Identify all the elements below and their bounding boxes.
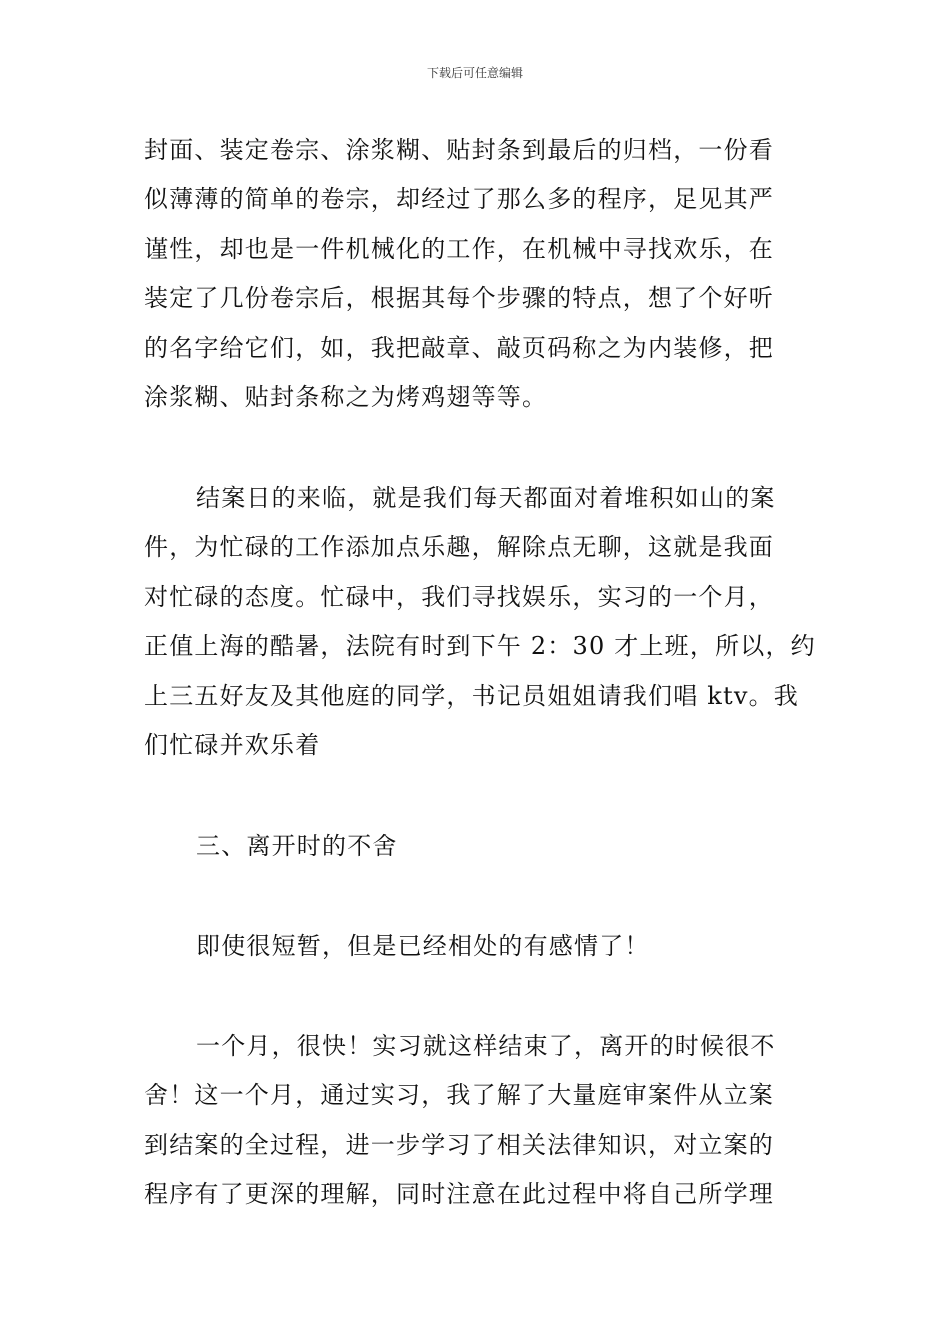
paragraph-line: 对忙碌的态度。忙碌中，我们寻找娱乐，实习的一个月，	[144, 582, 774, 611]
paragraph-line: 似薄薄的简单的卷宗，却经过了那么多的程序，足见其严	[144, 185, 774, 214]
paragraph-line: 程序有了更深的理解，同时注意在此过程中将自己所学理	[144, 1180, 774, 1209]
paragraph-line: 们忙碌并欢乐着	[144, 731, 321, 760]
paragraph-line: 一个月，很快！实习就这样结束了，离开的时候很不	[196, 1032, 776, 1060]
section-heading-text: 三、离开时的不舍	[196, 832, 398, 860]
paragraph-line: 结案日的来临，就是我们每天都面对着堆积如山的案	[196, 484, 776, 512]
body-paragraph-3	[144, 922, 808, 971]
paragraph-line: 装定了几份卷宗后，根据其每个步骤的特点，想了个好听	[144, 284, 774, 313]
paragraph-line: 即使很短暂，但是已经相处的有感情了！	[196, 932, 650, 960]
paragraph-line: 到结案的全过程，进一步学习了相关法律知识，对立案的	[144, 1130, 774, 1159]
paragraph-line: 的名字给它们，如，我把敲章、敲页码称之为内装修，把	[144, 333, 774, 362]
paragraph-line: 涂浆糊、贴封条称之为烤鸡翅等等。	[144, 383, 548, 412]
paragraph-line: 上三五好友及其他庭的同学，书记员姐姐请我们唱 ktv。我	[144, 681, 799, 710]
paragraph-line: 封面、装定卷宗、涂浆糊、贴封条到最后的归档，一份看	[144, 136, 774, 164]
section-heading	[144, 822, 808, 871]
page-header: 下载后可任意编辑	[426, 66, 523, 80]
paragraph-line: 谨性，却也是一件机械化的工作，在机械中寻找欢乐，在	[144, 234, 774, 263]
paragraph-line: 正值上海的酷暑，法院有时到下午 2：30 才上班，所以，约	[144, 632, 816, 661]
paragraph-line: 件，为忙碌的工作添加点乐趣，解除点无聊，这就是我面	[144, 533, 774, 562]
body-paragraph-4	[144, 1022, 808, 1220]
paragraph-line: 舍！这一个月，通过实习，我了解了大量庭审案件从立案	[144, 1081, 774, 1110]
body-paragraph-1	[144, 126, 808, 422]
body-paragraph-2	[144, 474, 816, 770]
